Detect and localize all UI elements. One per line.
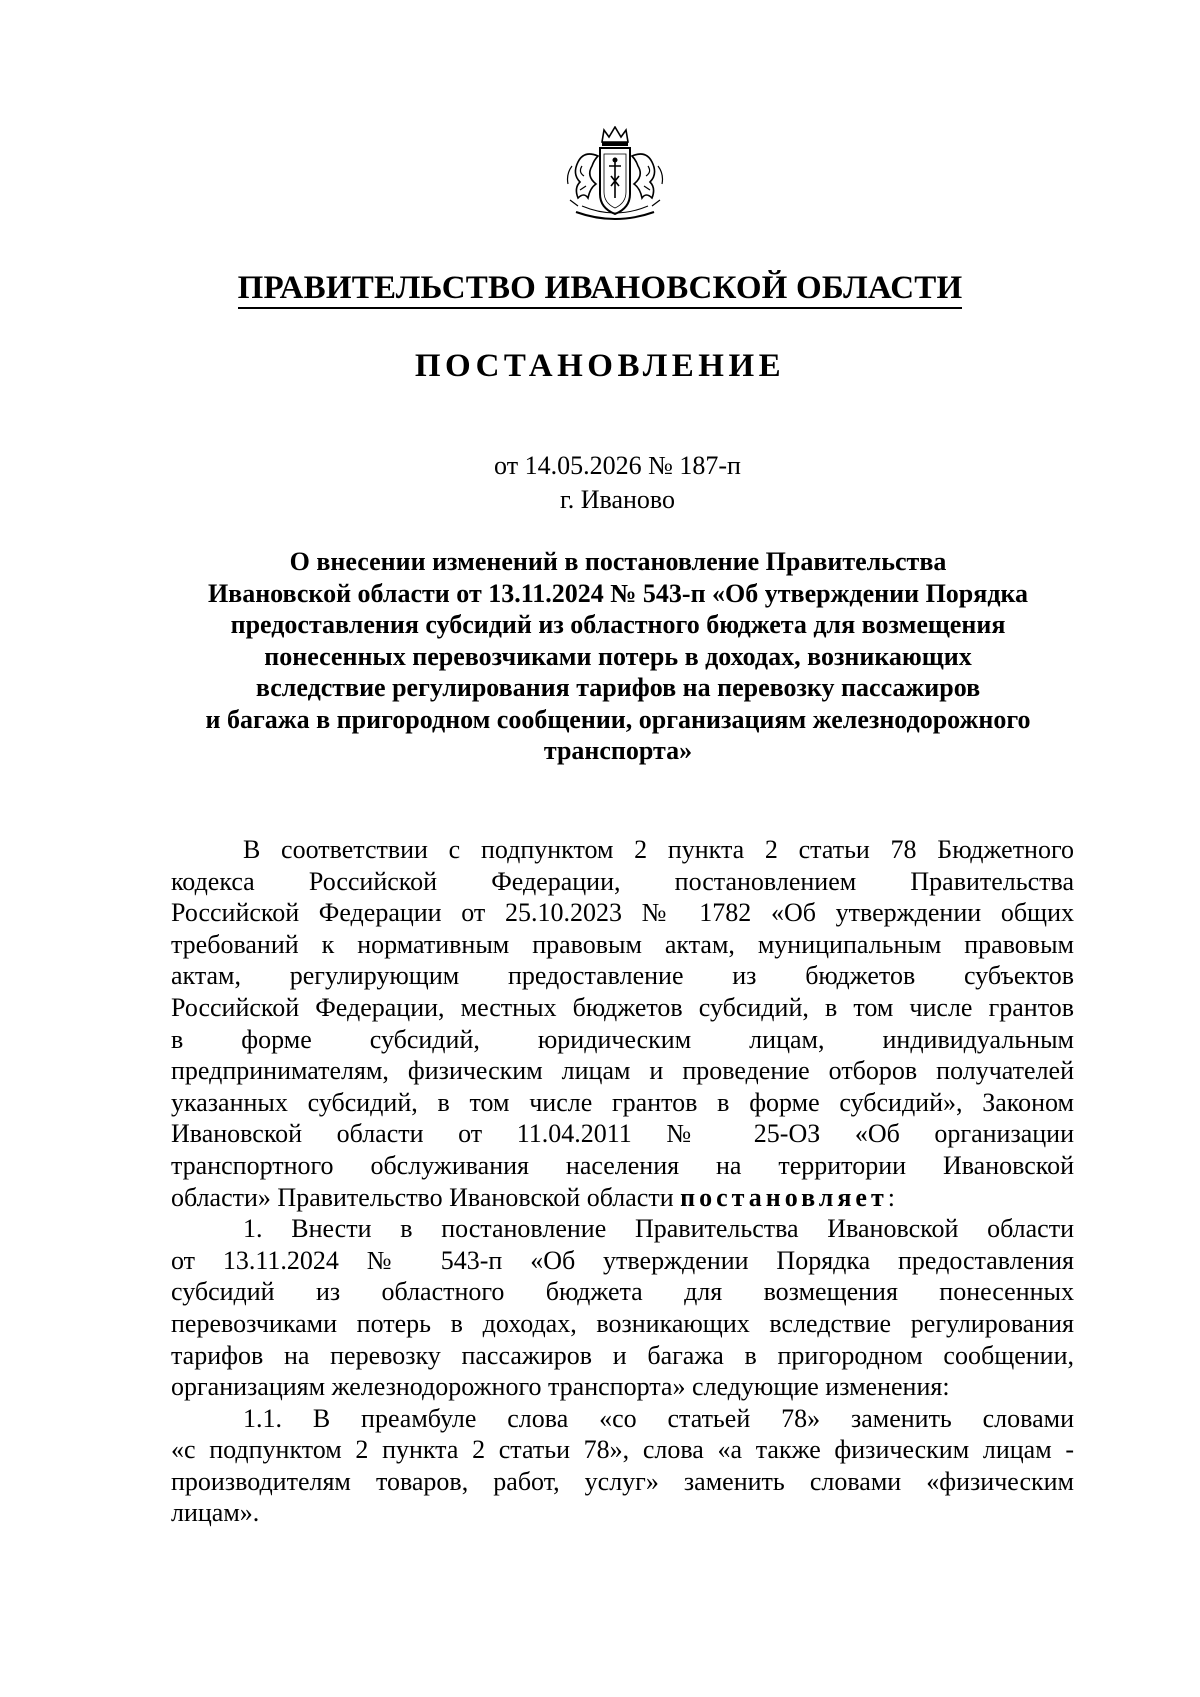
- document-city: г. Иваново: [560, 485, 675, 514]
- subject-line: и багажа в пригородном сообщении, организациям железнодорожного: [205, 704, 1031, 734]
- body-line: указанных субсидий, в том числе грантов в форме субсидий», Законом: [171, 1087, 1074, 1117]
- document-type: ПОСТАНОВЛЕНИЕ: [414, 348, 786, 384]
- body-line: лицам».: [171, 1498, 260, 1528]
- subject-line: вследствие регулирования тарифов на перевозку пассажиров: [255, 673, 981, 702]
- body-line: производителям товаров, работ, услуг» заменить словами «физическим: [171, 1466, 1074, 1496]
- body-line: Ивановской области от 11.04.2011 № 25-ОЗ «Об организации: [171, 1119, 1074, 1149]
- body-text: :: [887, 1182, 895, 1212]
- body-text: области» Правительство Ивановской области: [171, 1182, 681, 1212]
- body-line: в форме субсидий, юридическим лицам, индивидуальным: [171, 1024, 1074, 1054]
- subject-line: понесенных перевозчиками потерь в доходах, возникающих: [264, 641, 972, 671]
- body-line: требований к нормативным правовым актам, муниципальным правовым: [171, 929, 1074, 959]
- organization-title: ПРАВИТЕЛЬСТВО ИВАНОВСКОЙ ОБЛАСТИ: [0, 268, 1200, 308]
- resolution-keyword: постановляет: [680, 1182, 888, 1212]
- body-line: актам, регулирующим предоставление из бюджетов субъектов: [171, 961, 1074, 991]
- body-line: [171, 1182, 1074, 1214]
- subject-line: О внесении изменений в постановление Правительства: [289, 547, 947, 576]
- body-line: 1.1. В преамбуле слова «со статьей 78» заменить словами: [243, 1403, 1074, 1433]
- subject-line: транспорта»: [543, 736, 693, 765]
- body-line: кодекса Российской Федерации, постановлением Правительства: [171, 866, 1074, 896]
- body-line: субсидий из областного бюджета для возмещения понесенных: [171, 1277, 1074, 1307]
- body-line: 1. Внести в постановление Правительства Ивановской области: [243, 1214, 1074, 1244]
- subject-line: предоставления субсидий из областного бюджета для возмещения: [230, 610, 1006, 639]
- body-line: В соответствии с подпунктом 2 пункта 2 статьи 78 Бюджетного: [243, 835, 1074, 864]
- body-line: предпринимателям, физическим лицам и проведение отборов получателей: [171, 1056, 1074, 1086]
- body-line: организациям железнодорожного транспорта» следующие изменения:: [171, 1372, 950, 1402]
- document-date-number: от 14.05.2026 № 187-п: [494, 451, 741, 480]
- body-line: «с подпунктом 2 пункта 2 статьи 78», слова «а также физическим лицам -: [171, 1435, 1074, 1465]
- document-body: [171, 834, 1074, 1529]
- subject-line: Ивановской области от 13.11.2024 № 543-п «Об утверждении Порядка: [207, 578, 1029, 608]
- body-line: перевозчиками потерь в доходах, возникающих вследствие регулирования: [171, 1308, 1074, 1338]
- body-line: транспортного обслуживания населения на территории Ивановской: [171, 1150, 1074, 1180]
- body-line: тарифов на перевозку пассажиров и багажа в пригородном сообщении,: [171, 1340, 1074, 1370]
- document-subject: [168, 546, 1068, 767]
- coat-of-arms-icon: [562, 126, 668, 228]
- body-line: Российской Федерации, местных бюджетов субсидий, в том числе грантов: [171, 992, 1074, 1022]
- body-line: Российской Федерации от 25.10.2023 № 1782 «Об утверждении общих: [171, 898, 1074, 928]
- body-line: от 13.11.2024 № 543-п «Об утверждении Порядка предоставления: [171, 1245, 1074, 1275]
